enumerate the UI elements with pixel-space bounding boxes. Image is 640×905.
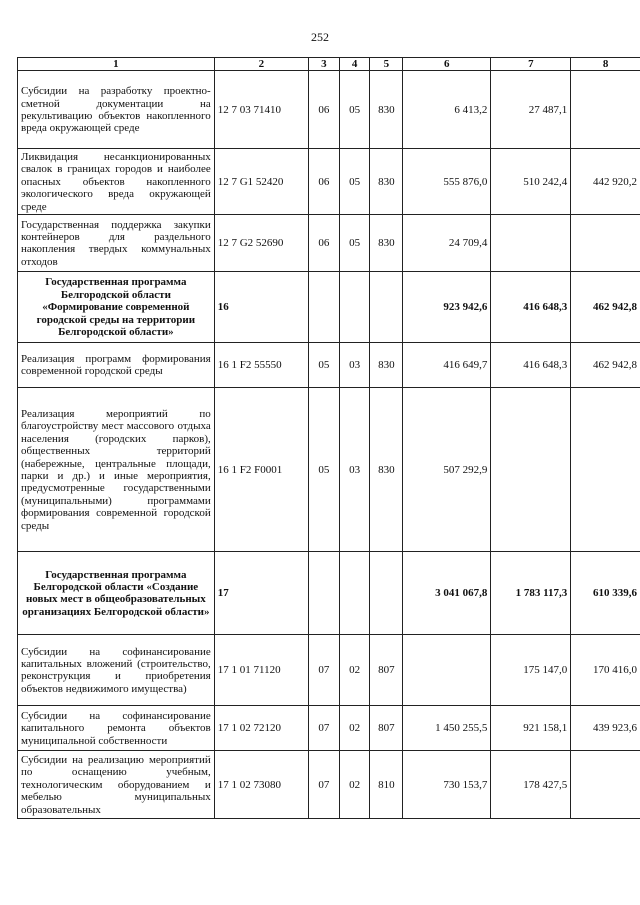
header-col-8: 8 (571, 58, 640, 71)
row-section-cell: 07 (309, 635, 340, 706)
row-value-col6-cell: 507 292,9 (403, 388, 491, 552)
row-value-col7-cell: 921 158,1 (491, 706, 571, 751)
row-expense-type-cell: 830 (370, 71, 403, 149)
row-code-cell: 16 1 F2 55550 (214, 343, 308, 388)
row-code-cell: 17 1 02 73080 (214, 751, 308, 819)
row-value-col6-cell: 3 041 067,8 (403, 552, 491, 635)
row-code-cell: 17 (214, 552, 308, 635)
row-subsection-cell: 02 (339, 751, 370, 819)
row-value-col6-cell: 730 153,7 (403, 751, 491, 819)
row-subsection-cell: 03 (339, 388, 370, 552)
row-code-cell: 17 1 01 71120 (214, 635, 308, 706)
table-row (18, 388, 640, 552)
row-name-cell: Государственная поддержка закупки контейнеров для раздельного накопления твердых коммунальных отходов (18, 215, 215, 272)
row-value-col7-cell: 1 783 117,3 (491, 552, 571, 635)
table-row (18, 635, 640, 706)
row-code-cell: 12 7 G1 52420 (214, 149, 308, 215)
row-value-col8-cell (571, 71, 640, 149)
row-expense-type-cell: 830 (370, 343, 403, 388)
row-section-cell (309, 272, 340, 343)
row-value-col6-cell: 24 709,4 (403, 215, 491, 272)
row-name-cell: Реализация программ формирования современной городской среды (18, 343, 215, 388)
row-code-cell: 16 1 F2 F0001 (214, 388, 308, 552)
table-row (18, 149, 640, 215)
row-value-col8-cell: 442 920,2 (571, 149, 640, 215)
row-value-col6-cell: 923 942,6 (403, 272, 491, 343)
row-expense-type-cell: 830 (370, 149, 403, 215)
row-subsection-cell: 03 (339, 343, 370, 388)
table-row (18, 552, 640, 635)
row-expense-type-cell: 810 (370, 751, 403, 819)
row-value-col8-cell: 462 942,8 (571, 272, 640, 343)
header-col-1: 1 (18, 58, 215, 71)
row-value-col7-cell: 27 487,1 (491, 71, 571, 149)
row-value-col8-cell: 439 923,6 (571, 706, 640, 751)
row-section-cell: 05 (309, 388, 340, 552)
row-value-col6-cell: 416 649,7 (403, 343, 491, 388)
row-expense-type-cell: 807 (370, 635, 403, 706)
row-value-col7-cell (491, 388, 571, 552)
table-row (18, 343, 640, 388)
row-value-col8-cell: 170 416,0 (571, 635, 640, 706)
row-value-col8-cell: 462 942,8 (571, 343, 640, 388)
row-subsection-cell: 05 (339, 71, 370, 149)
row-name-cell: Государственная программа Белгородской области «Формирование современной городской среды на территории Белгородской области» (18, 272, 215, 343)
row-value-col8-cell: 610 339,6 (571, 552, 640, 635)
row-value-col8-cell (571, 215, 640, 272)
table-row (18, 71, 640, 149)
row-name-cell: Субсидии на софинансирование капитальных вложений (строительство, реконструкция и приобретения объектов недвижимого имущества) (18, 635, 215, 706)
row-subsection-cell: 05 (339, 149, 370, 215)
row-subsection-cell: 02 (339, 635, 370, 706)
row-value-col7-cell (491, 215, 571, 272)
row-expense-type-cell: 830 (370, 388, 403, 552)
row-name-cell: Субсидии на реализацию мероприятий по оснащению учебным, технологическим оборудованием и мебелью муниципальных образовательных (18, 751, 215, 819)
row-value-col7-cell: 175 147,0 (491, 635, 571, 706)
row-section-cell: 07 (309, 706, 340, 751)
page-number: 252 (311, 30, 329, 44)
header-col-3: 3 (309, 58, 340, 71)
row-value-col8-cell (571, 751, 640, 819)
table-row (18, 751, 640, 819)
row-subsection-cell: 02 (339, 706, 370, 751)
row-code-cell: 17 1 02 72120 (214, 706, 308, 751)
header-row (18, 58, 640, 71)
row-subsection-cell (339, 552, 370, 635)
row-value-col7-cell: 416 648,3 (491, 272, 571, 343)
row-subsection-cell (339, 272, 370, 343)
row-code-cell: 12 7 G2 52690 (214, 215, 308, 272)
row-code-cell: 16 (214, 272, 308, 343)
header-col-5: 5 (370, 58, 403, 71)
row-section-cell: 06 (309, 215, 340, 272)
row-value-col7-cell: 510 242,4 (491, 149, 571, 215)
table-row (18, 706, 640, 751)
row-value-col6-cell (403, 635, 491, 706)
row-name-cell: Субсидии на разработку проектно-сметной документации на рекультивацию объектов накопленного вреда окружающей среде (18, 71, 215, 149)
row-name-cell: Субсидии на софинансирование капитального ремонта объектов муниципальной собственности (18, 706, 215, 751)
row-section-cell: 06 (309, 71, 340, 149)
row-expense-type-cell (370, 272, 403, 343)
header-col-2: 2 (214, 58, 308, 71)
header-col-6: 6 (403, 58, 491, 71)
table-row (18, 215, 640, 272)
row-expense-type-cell (370, 552, 403, 635)
row-section-cell: 05 (309, 343, 340, 388)
row-value-col6-cell: 555 876,0 (403, 149, 491, 215)
row-section-cell: 06 (309, 149, 340, 215)
row-value-col8-cell (571, 388, 640, 552)
row-section-cell: 07 (309, 751, 340, 819)
row-name-cell: Государственная программа Белгородской области «Создание новых мест в общеобразовательных организациях Белгородской области» (18, 552, 215, 635)
row-expense-type-cell: 830 (370, 215, 403, 272)
header-col-4: 4 (339, 58, 370, 71)
row-name-cell: Ликвидация несанкционированных свалок в границах городов и наиболее опасных объектов накопленного экологического вреда окружающей среде (18, 149, 215, 215)
row-value-col7-cell: 416 648,3 (491, 343, 571, 388)
row-name-cell: Реализация мероприятий по благоустройству мест массового отдыха населения (городских парков), общественных территорий (набережные, центральные площади, парки и др.) и иные мероприятия, предусмотренные государственными (муниципальными) программами формирования современной городской среды (18, 388, 215, 552)
row-code-cell: 12 7 03 71410 (214, 71, 308, 149)
row-section-cell (309, 552, 340, 635)
row-value-col6-cell: 1 450 255,5 (403, 706, 491, 751)
row-expense-type-cell: 807 (370, 706, 403, 751)
row-subsection-cell: 05 (339, 215, 370, 272)
header-col-7: 7 (491, 58, 571, 71)
row-value-col7-cell: 178 427,5 (491, 751, 571, 819)
table-row (18, 272, 640, 343)
row-value-col6-cell: 6 413,2 (403, 71, 491, 149)
budget-table (17, 57, 640, 819)
